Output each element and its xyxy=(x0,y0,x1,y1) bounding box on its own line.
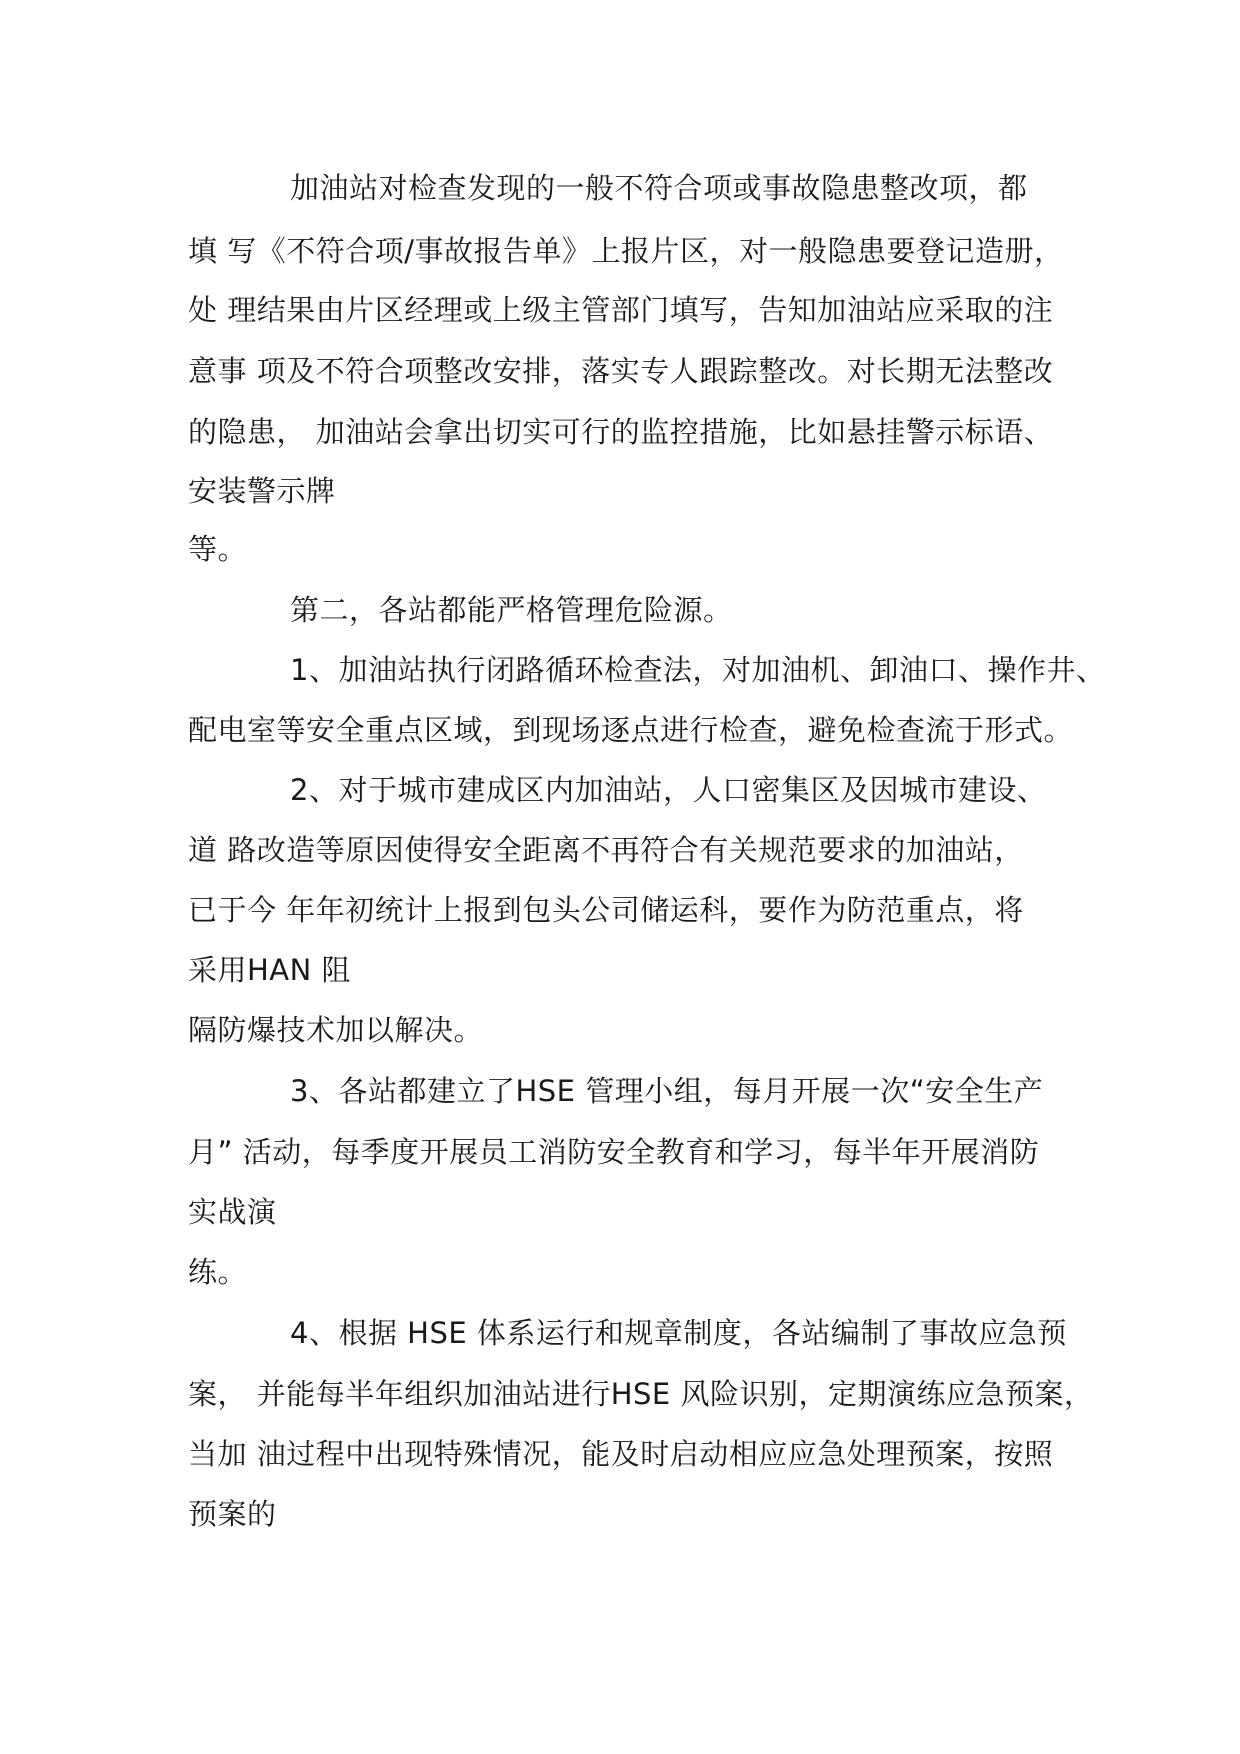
paragraph-line: 1、加油站执行闭路循环检查法，对加油机、卸油口、操作井、 xyxy=(290,653,1106,687)
section-heading: 第二，各站都能严格管理危险源。 xyxy=(290,593,733,627)
paragraph-line: 意事 项及不符合项整改安排，落实专人跟踪整改。对长期无法整改 xyxy=(188,354,1054,388)
paragraph-line: 填 写《不符合项/事故报告单》上报片区，对一般隐患要登记造册， xyxy=(188,234,1064,268)
paragraph-line: 练。 xyxy=(188,1255,248,1289)
paragraph-line: 道 路改造等原因使得安全距离不再符合有关规范要求的加油站， xyxy=(188,833,1024,867)
paragraph-line: 等。 xyxy=(188,532,248,566)
paragraph-line: 隔防爆技术加以解决。 xyxy=(188,1013,484,1047)
paragraph-line: 处 理结果由片区经理或上级主管部门填写，告知加油站应采取的注 xyxy=(188,293,1054,327)
paragraph-line: 配电室等安全重点区域，到现场逐点进行检查，避免检查流于形式。 xyxy=(188,713,1074,747)
paragraph-line: 已于今 年年初统计上报到包头公司储运科，要作为防范重点，将 xyxy=(188,893,1024,927)
paragraph-line: 4、根据 HSE 体系运行和规章制度，各站编制了事故应急预 xyxy=(290,1316,1067,1350)
paragraph-line: 预案的 xyxy=(188,1497,277,1531)
paragraph-line: 月” 活动，每季度开展员工消防安全教育和学习，每半年开展消防 xyxy=(188,1135,1040,1169)
paragraph-line: 3、各站都建立了HSE 管理小组，每月开展一次“安全生产 xyxy=(290,1074,1044,1108)
paragraph-line: 当加 油过程中出现特殊情况，能及时启动相应应急处理预案，按照 xyxy=(188,1437,1054,1471)
paragraph-line: 安装警示牌 xyxy=(188,474,336,508)
paragraph-line: 的隐患， 加油站会拿出切实可行的监控措施，比如悬挂警示标语、 xyxy=(188,415,1054,449)
paragraph-line: 2、对于城市建成区内加油站，人口密集区及因城市建设、 xyxy=(290,773,1047,807)
paragraph-line: 实战演 xyxy=(188,1195,277,1229)
paragraph-line: 案， 并能每半年组织加油站进行HSE 风险识别，定期演练应急预案， xyxy=(188,1377,1094,1411)
paragraph-line: 采用HAN 阻 xyxy=(188,953,352,987)
paragraph-line: 加油站对检查发现的一般不符合项或事故隐患整改项，都 xyxy=(290,171,1028,205)
